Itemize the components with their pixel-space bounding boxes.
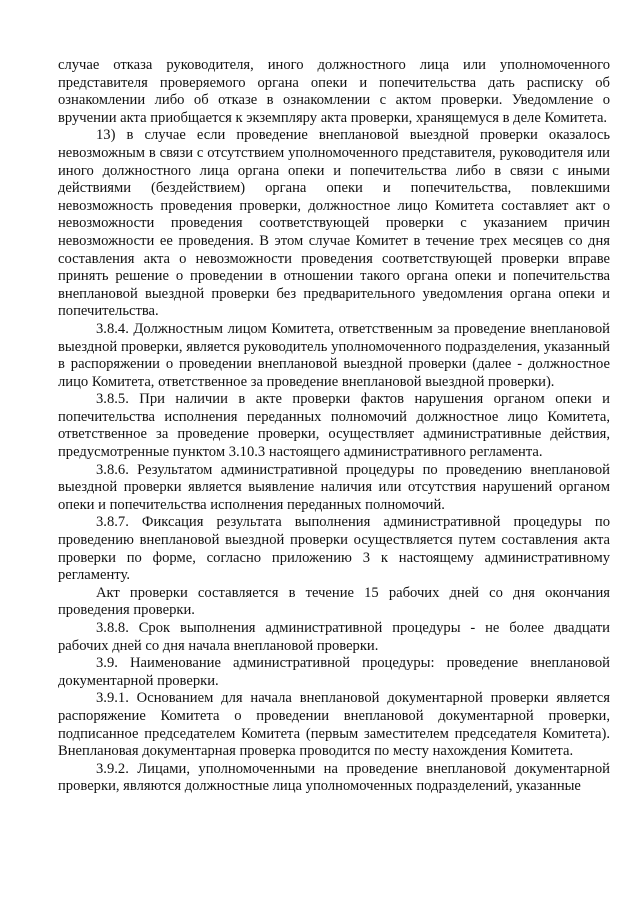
paragraph-3-9: 3.9. Наименование административной процедуры: проведение внеплановой документарной проверки. [58,655,610,689]
paragraph-3-8-5: 3.8.5. При наличии в акте проверки фактов нарушения органом опеки и попечительства исполнения переданных полномочий должностное лицо Комитета, ответственное за проведение проверки, осуществляет административные действия, предусмотренные пунктом 3.10.3 настоящего административного регламента. [58,391,610,461]
paragraph-3-9-2: 3.9.2. Лицами, уполномоченными на проведение внеплановой документарной проверки, являются должностные лица уполномоченных подразделений, указанные [58,760,610,795]
document-body [58,57,610,796]
paragraph-3-9-1: 3.9.1. Основанием для начала внеплановой документарной проверки является распоряжение Комитета о проведении внеплановой документарной проверки, подписанное председателем Комитета (первым заместителем председателя Комитета). Внеплановая документарная проверка проводится по месту нахождения Комитета. [58,690,610,760]
paragraph-13-impossibility: 13) в случае если проведение внеплановой выездной проверки оказалось невозможным в связи с отсутствием уполномоченного представителя, руководителя или иного должностного лица органа опеки и попечительства либо в связи с иными действиями (бездействием) органа опеки и попечительства, повлекшими невозможность проведения проверки, должностное лицо Комитета составляет акт о невозможности проведения соответствующей проверки с указанием причин невозможности ее проведения. В этом случае Комитет в течение трех месяцев со дня составления акта о невозможности проведения соответствующей проверки вправе принять решение о проведении в отношении такого органа опеки и попечительства внеплановой выездной проверки без предварительного уведомления органа опеки и попечительства. [58,127,610,320]
paragraph-3-8-6: 3.8.6. Результатом административной процедуры по проведению внеплановой выездной проверки является выявление наличия или отсутствия нарушений органом опеки и попечительства исполнения переданных полномочий. [58,461,610,513]
paragraph-act-receipt: случае отказа руководителя, иного должностного лица или уполномоченного представителя проверяемого органа опеки и попечительства дать расписку об ознакомлении либо об отказе в ознакомлении с актом проверки. Уведомление о вручении акта приобщается к экземпляру акта проверки, хранящемуся в деле Комитета. [58,57,610,126]
paragraph-3-8-8: 3.8.8. Срок выполнения административной процедуры - не более двадцати рабочих дней со дня начала внеплановой проверки. [58,620,610,654]
paragraph-3-8-4: 3.8.4. Должностным лицом Комитета, ответственным за проведение внеплановой выездной проверки, является руководитель уполномоченного подразделения, указанный в распоряжении о проведении внеплановой выездной проверки (далее - должностное лицо Комитета, ответственное за проведение внеплановой выездной проверки). [58,320,610,390]
paragraph-act-term: Акт проверки составляется в течение 15 рабочих дней со дня окончания проведения проверки. [58,584,610,619]
paragraph-3-8-7: 3.8.7. Фиксация результата выполнения административной процедуры по проведению внеплановой выездной проверки осуществляется путем составления акта проверки по форме, согласно приложению 3 к настоящему административному регламенту. [58,514,610,584]
